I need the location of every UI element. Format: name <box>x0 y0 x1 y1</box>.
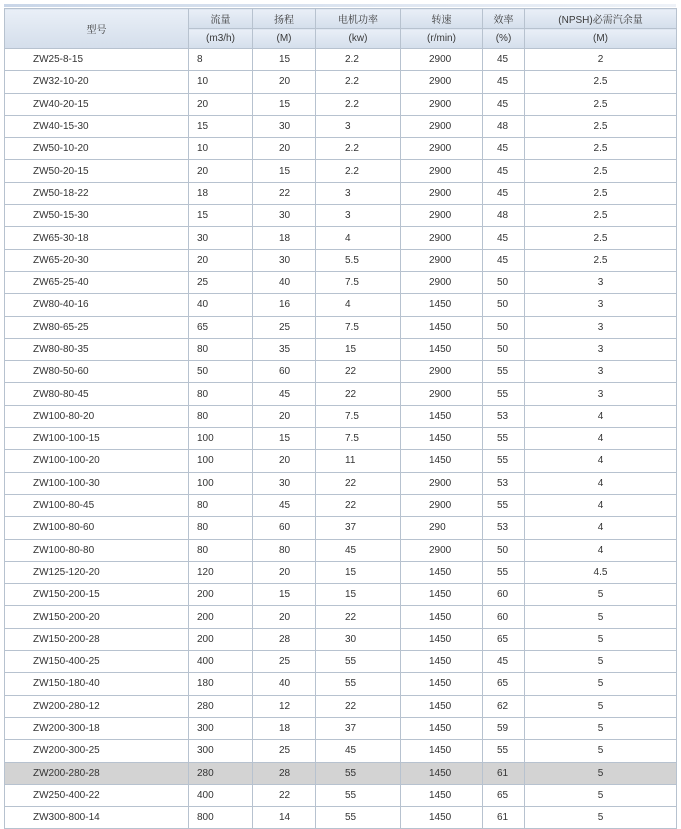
cell-model: ZW50-18-22 <box>5 182 189 204</box>
cell-flow: 80 <box>189 494 253 516</box>
cell-head: 30 <box>253 115 316 137</box>
cell-head: 22 <box>253 784 316 806</box>
cell-flow: 100 <box>189 450 253 472</box>
cell-motor-power: 3 <box>316 115 401 137</box>
cell-speed: 1450 <box>401 316 483 338</box>
cell-model: ZW150-200-15 <box>5 584 189 606</box>
cell-efficiency: 65 <box>483 628 525 650</box>
cell-flow: 180 <box>189 673 253 695</box>
table-row <box>5 651 677 673</box>
cell-head: 15 <box>253 428 316 450</box>
cell-speed: 1450 <box>401 561 483 583</box>
table-row <box>5 494 677 516</box>
cell-efficiency: 45 <box>483 160 525 182</box>
cell-flow: 80 <box>189 338 253 360</box>
cell-efficiency: 65 <box>483 673 525 695</box>
cell-speed: 2900 <box>401 71 483 93</box>
unit-flow: (m3/h) <box>189 29 253 49</box>
cell-efficiency: 45 <box>483 249 525 271</box>
cell-speed: 2900 <box>401 93 483 115</box>
table-row <box>5 249 677 271</box>
cell-efficiency: 45 <box>483 49 525 71</box>
cell-flow: 80 <box>189 539 253 561</box>
table-row <box>5 205 677 227</box>
cell-motor-power: 2.2 <box>316 93 401 115</box>
cell-model: ZW32-10-20 <box>5 71 189 93</box>
cell-npsh: 4 <box>525 450 677 472</box>
cell-flow: 8 <box>189 49 253 71</box>
cell-npsh: 5 <box>525 807 677 829</box>
cell-motor-power: 55 <box>316 673 401 695</box>
cell-head: 15 <box>253 93 316 115</box>
cell-speed: 2900 <box>401 115 483 137</box>
table-body <box>5 49 677 829</box>
cell-npsh: 5 <box>525 606 677 628</box>
cell-speed: 2900 <box>401 160 483 182</box>
cell-head: 15 <box>253 160 316 182</box>
cell-efficiency: 61 <box>483 762 525 784</box>
cell-model: ZW150-200-20 <box>5 606 189 628</box>
cell-model: ZW25-8-15 <box>5 49 189 71</box>
cell-speed: 2900 <box>401 494 483 516</box>
cell-motor-power: 2.2 <box>316 71 401 93</box>
cell-motor-power: 3 <box>316 205 401 227</box>
cell-npsh: 3 <box>525 338 677 360</box>
cell-head: 28 <box>253 762 316 784</box>
cell-npsh: 4 <box>525 517 677 539</box>
cell-npsh: 2.5 <box>525 160 677 182</box>
cell-efficiency: 45 <box>483 227 525 249</box>
cell-head: 20 <box>253 606 316 628</box>
cell-flow: 300 <box>189 717 253 739</box>
cell-speed: 290 <box>401 517 483 539</box>
cell-motor-power: 45 <box>316 740 401 762</box>
cell-model: ZW65-25-40 <box>5 271 189 293</box>
cell-npsh: 3 <box>525 383 677 405</box>
cell-npsh: 2.5 <box>525 93 677 115</box>
cell-flow: 280 <box>189 762 253 784</box>
cell-model: ZW100-100-20 <box>5 450 189 472</box>
cell-speed: 2900 <box>401 138 483 160</box>
cell-model: ZW80-80-45 <box>5 383 189 405</box>
cell-motor-power: 7.5 <box>316 271 401 293</box>
cell-motor-power: 30 <box>316 628 401 650</box>
header-motor-power: 电机功率 <box>316 9 401 29</box>
cell-npsh: 2.5 <box>525 138 677 160</box>
unit-efficiency: (%) <box>483 29 525 49</box>
cell-efficiency: 55 <box>483 428 525 450</box>
cell-motor-power: 55 <box>316 784 401 806</box>
cell-model: ZW150-180-40 <box>5 673 189 695</box>
pump-spec-table <box>4 8 677 829</box>
cell-flow: 280 <box>189 695 253 717</box>
cell-model: ZW80-40-16 <box>5 294 189 316</box>
cell-head: 18 <box>253 717 316 739</box>
table-row <box>5 182 677 204</box>
cell-flow: 200 <box>189 584 253 606</box>
cell-model: ZW40-20-15 <box>5 93 189 115</box>
cell-motor-power: 55 <box>316 651 401 673</box>
cell-efficiency: 55 <box>483 361 525 383</box>
cell-speed: 1450 <box>401 807 483 829</box>
cell-flow: 20 <box>189 93 253 115</box>
cell-model: ZW80-80-35 <box>5 338 189 360</box>
cell-speed: 2900 <box>401 49 483 71</box>
table-row <box>5 584 677 606</box>
cell-head: 25 <box>253 740 316 762</box>
header-efficiency: 效率 <box>483 9 525 29</box>
cell-head: 16 <box>253 294 316 316</box>
cell-head: 22 <box>253 182 316 204</box>
cell-speed: 1450 <box>401 762 483 784</box>
table-row <box>5 628 677 650</box>
cell-motor-power: 22 <box>316 383 401 405</box>
cell-efficiency: 55 <box>483 450 525 472</box>
cell-speed: 2900 <box>401 249 483 271</box>
table-row <box>5 138 677 160</box>
cell-speed: 2900 <box>401 472 483 494</box>
cell-model: ZW150-200-28 <box>5 628 189 650</box>
cell-model: ZW100-80-20 <box>5 405 189 427</box>
cell-flow: 400 <box>189 651 253 673</box>
cell-efficiency: 55 <box>483 383 525 405</box>
cell-efficiency: 53 <box>483 405 525 427</box>
unit-npsh: (M) <box>525 29 677 49</box>
cell-head: 20 <box>253 450 316 472</box>
cell-motor-power: 15 <box>316 561 401 583</box>
cell-speed: 2900 <box>401 205 483 227</box>
cell-flow: 30 <box>189 227 253 249</box>
cell-motor-power: 55 <box>316 807 401 829</box>
table-row <box>5 673 677 695</box>
cell-motor-power: 7.5 <box>316 428 401 450</box>
table-row <box>5 561 677 583</box>
cell-motor-power: 22 <box>316 695 401 717</box>
cell-model: ZW80-65-25 <box>5 316 189 338</box>
cell-npsh: 4.5 <box>525 561 677 583</box>
top-decor-bar <box>4 4 676 7</box>
table-row <box>5 71 677 93</box>
cell-flow: 120 <box>189 561 253 583</box>
cell-speed: 2900 <box>401 383 483 405</box>
cell-head: 20 <box>253 561 316 583</box>
cell-head: 60 <box>253 361 316 383</box>
cell-flow: 100 <box>189 428 253 450</box>
cell-npsh: 5 <box>525 695 677 717</box>
table-header <box>5 9 677 49</box>
cell-npsh: 2 <box>525 49 677 71</box>
cell-head: 18 <box>253 227 316 249</box>
cell-model: ZW150-400-25 <box>5 651 189 673</box>
cell-speed: 2900 <box>401 539 483 561</box>
cell-model: ZW250-400-22 <box>5 784 189 806</box>
cell-motor-power: 3 <box>316 182 401 204</box>
cell-model: ZW50-10-20 <box>5 138 189 160</box>
cell-efficiency: 55 <box>483 494 525 516</box>
cell-model: ZW40-15-30 <box>5 115 189 137</box>
cell-flow: 15 <box>189 205 253 227</box>
header-head: 扬程 <box>253 9 316 29</box>
cell-head: 45 <box>253 494 316 516</box>
table-row <box>5 361 677 383</box>
cell-flow: 25 <box>189 271 253 293</box>
table-row <box>5 160 677 182</box>
cell-head: 12 <box>253 695 316 717</box>
cell-npsh: 4 <box>525 428 677 450</box>
cell-flow: 800 <box>189 807 253 829</box>
cell-efficiency: 50 <box>483 316 525 338</box>
cell-flow: 65 <box>189 316 253 338</box>
cell-npsh: 4 <box>525 539 677 561</box>
cell-head: 30 <box>253 472 316 494</box>
cell-motor-power: 37 <box>316 517 401 539</box>
cell-speed: 1450 <box>401 784 483 806</box>
cell-model: ZW100-100-30 <box>5 472 189 494</box>
cell-npsh: 4 <box>525 472 677 494</box>
cell-efficiency: 45 <box>483 138 525 160</box>
cell-speed: 1450 <box>401 695 483 717</box>
cell-efficiency: 60 <box>483 584 525 606</box>
cell-efficiency: 50 <box>483 539 525 561</box>
cell-efficiency: 59 <box>483 717 525 739</box>
cell-npsh: 2.5 <box>525 182 677 204</box>
cell-head: 20 <box>253 138 316 160</box>
cell-model: ZW50-15-30 <box>5 205 189 227</box>
cell-head: 40 <box>253 271 316 293</box>
cell-head: 35 <box>253 338 316 360</box>
cell-npsh: 2.5 <box>525 227 677 249</box>
cell-flow: 50 <box>189 361 253 383</box>
cell-npsh: 5 <box>525 584 677 606</box>
cell-efficiency: 45 <box>483 651 525 673</box>
cell-npsh: 2.5 <box>525 115 677 137</box>
cell-npsh: 3 <box>525 361 677 383</box>
cell-motor-power: 4 <box>316 227 401 249</box>
cell-model: ZW100-100-15 <box>5 428 189 450</box>
cell-motor-power: 2.2 <box>316 138 401 160</box>
cell-speed: 1450 <box>401 628 483 650</box>
cell-flow: 80 <box>189 517 253 539</box>
cell-flow: 80 <box>189 405 253 427</box>
cell-efficiency: 55 <box>483 740 525 762</box>
cell-npsh: 5 <box>525 762 677 784</box>
cell-head: 80 <box>253 539 316 561</box>
cell-efficiency: 48 <box>483 205 525 227</box>
cell-head: 45 <box>253 383 316 405</box>
cell-head: 40 <box>253 673 316 695</box>
header-row-1 <box>5 9 677 29</box>
cell-npsh: 5 <box>525 784 677 806</box>
cell-efficiency: 61 <box>483 807 525 829</box>
header-flow: 流量 <box>189 9 253 29</box>
cell-model: ZW100-80-80 <box>5 539 189 561</box>
cell-motor-power: 2.2 <box>316 49 401 71</box>
cell-model: ZW100-80-45 <box>5 494 189 516</box>
cell-flow: 20 <box>189 249 253 271</box>
cell-flow: 10 <box>189 138 253 160</box>
table-row <box>5 695 677 717</box>
cell-head: 25 <box>253 316 316 338</box>
cell-speed: 1450 <box>401 584 483 606</box>
table-row <box>5 784 677 806</box>
cell-motor-power: 2.2 <box>316 160 401 182</box>
unit-head: (M) <box>253 29 316 49</box>
table-row <box>5 428 677 450</box>
table-row <box>5 740 677 762</box>
cell-motor-power: 15 <box>316 584 401 606</box>
cell-motor-power: 4 <box>316 294 401 316</box>
cell-speed: 1450 <box>401 450 483 472</box>
cell-motor-power: 45 <box>316 539 401 561</box>
cell-efficiency: 60 <box>483 606 525 628</box>
cell-head: 14 <box>253 807 316 829</box>
cell-speed: 1450 <box>401 673 483 695</box>
cell-model: ZW100-80-60 <box>5 517 189 539</box>
cell-flow: 100 <box>189 472 253 494</box>
table-row <box>5 517 677 539</box>
table-row <box>5 472 677 494</box>
cell-speed: 1450 <box>401 428 483 450</box>
cell-npsh: 3 <box>525 316 677 338</box>
cell-npsh: 5 <box>525 628 677 650</box>
cell-flow: 200 <box>189 628 253 650</box>
cell-motor-power: 11 <box>316 450 401 472</box>
unit-motor-power: (kw) <box>316 29 401 49</box>
cell-speed: 2900 <box>401 361 483 383</box>
table-row <box>5 294 677 316</box>
table-row <box>5 539 677 561</box>
cell-model: ZW80-50-60 <box>5 361 189 383</box>
header-model: 型号 <box>5 9 189 49</box>
table-row <box>5 383 677 405</box>
table-row <box>5 115 677 137</box>
cell-head: 20 <box>253 405 316 427</box>
table-row <box>5 450 677 472</box>
cell-efficiency: 45 <box>483 71 525 93</box>
cell-flow: 80 <box>189 383 253 405</box>
header-speed: 转速 <box>401 9 483 29</box>
cell-model: ZW300-800-14 <box>5 807 189 829</box>
table-row <box>5 227 677 249</box>
cell-model: ZW50-20-15 <box>5 160 189 182</box>
cell-head: 30 <box>253 249 316 271</box>
unit-speed: (r/min) <box>401 29 483 49</box>
table-row <box>5 338 677 360</box>
cell-motor-power: 7.5 <box>316 316 401 338</box>
table-row <box>5 49 677 71</box>
cell-efficiency: 53 <box>483 517 525 539</box>
cell-motor-power: 15 <box>316 338 401 360</box>
cell-efficiency: 62 <box>483 695 525 717</box>
cell-model: ZW200-300-18 <box>5 717 189 739</box>
table-row <box>5 405 677 427</box>
table-row <box>5 93 677 115</box>
cell-npsh: 5 <box>525 673 677 695</box>
cell-motor-power: 22 <box>316 472 401 494</box>
cell-flow: 20 <box>189 160 253 182</box>
cell-speed: 1450 <box>401 651 483 673</box>
cell-efficiency: 50 <box>483 271 525 293</box>
cell-efficiency: 45 <box>483 93 525 115</box>
cell-speed: 1450 <box>401 338 483 360</box>
cell-efficiency: 50 <box>483 294 525 316</box>
cell-model: ZW200-280-12 <box>5 695 189 717</box>
cell-npsh: 5 <box>525 740 677 762</box>
cell-flow: 300 <box>189 740 253 762</box>
cell-npsh: 2.5 <box>525 205 677 227</box>
cell-flow: 18 <box>189 182 253 204</box>
cell-efficiency: 50 <box>483 338 525 360</box>
spec-table-container <box>4 4 676 829</box>
cell-flow: 15 <box>189 115 253 137</box>
cell-head: 28 <box>253 628 316 650</box>
cell-speed: 2900 <box>401 182 483 204</box>
cell-npsh: 5 <box>525 651 677 673</box>
cell-head: 25 <box>253 651 316 673</box>
cell-motor-power: 22 <box>316 606 401 628</box>
cell-npsh: 3 <box>525 294 677 316</box>
cell-flow: 200 <box>189 606 253 628</box>
cell-head: 15 <box>253 584 316 606</box>
cell-efficiency: 45 <box>483 182 525 204</box>
cell-speed: 1450 <box>401 294 483 316</box>
cell-flow: 40 <box>189 294 253 316</box>
cell-speed: 2900 <box>401 227 483 249</box>
cell-model: ZW125-120-20 <box>5 561 189 583</box>
cell-speed: 1450 <box>401 405 483 427</box>
cell-efficiency: 53 <box>483 472 525 494</box>
cell-motor-power: 22 <box>316 494 401 516</box>
cell-motor-power: 5.5 <box>316 249 401 271</box>
cell-motor-power: 37 <box>316 717 401 739</box>
cell-speed: 1450 <box>401 717 483 739</box>
cell-npsh: 4 <box>525 405 677 427</box>
cell-flow: 400 <box>189 784 253 806</box>
cell-motor-power: 7.5 <box>316 405 401 427</box>
cell-flow: 10 <box>189 71 253 93</box>
cell-speed: 1450 <box>401 740 483 762</box>
cell-npsh: 5 <box>525 717 677 739</box>
cell-npsh: 2.5 <box>525 71 677 93</box>
cell-motor-power: 55 <box>316 762 401 784</box>
cell-npsh: 3 <box>525 271 677 293</box>
cell-npsh: 4 <box>525 494 677 516</box>
cell-efficiency: 65 <box>483 784 525 806</box>
cell-head: 15 <box>253 49 316 71</box>
table-row <box>5 606 677 628</box>
cell-head: 60 <box>253 517 316 539</box>
cell-motor-power: 22 <box>316 361 401 383</box>
cell-model: ZW65-30-18 <box>5 227 189 249</box>
table-row <box>5 807 677 829</box>
cell-head: 30 <box>253 205 316 227</box>
cell-model: ZW200-280-28 <box>5 762 189 784</box>
cell-efficiency: 48 <box>483 115 525 137</box>
cell-model: ZW200-300-25 <box>5 740 189 762</box>
table-row <box>5 271 677 293</box>
cell-model: ZW65-20-30 <box>5 249 189 271</box>
cell-speed: 1450 <box>401 606 483 628</box>
cell-efficiency: 55 <box>483 561 525 583</box>
cell-npsh: 2.5 <box>525 249 677 271</box>
header-npsh: (NPSH)必需汽余量 <box>525 9 677 29</box>
table-row <box>5 717 677 739</box>
table-row <box>5 316 677 338</box>
cell-head: 20 <box>253 71 316 93</box>
cell-speed: 2900 <box>401 271 483 293</box>
